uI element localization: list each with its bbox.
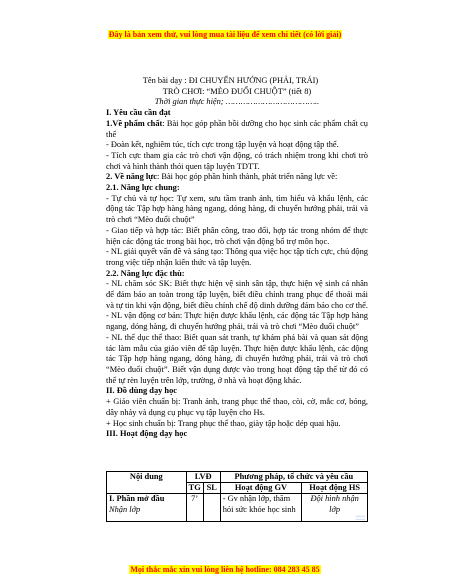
quality-item-2: - Tích cực tham gia các trò chơi vận động, có trách nhiệm trong khi chơi trò chơi và hình thành thói quen tập luyện TDTT.: [106, 150, 368, 171]
header-tg: TG: [186, 483, 203, 494]
header-lvd: LVĐ: [186, 472, 220, 483]
section-heading-activities: III. Hoạt động dạy học: [106, 429, 188, 439]
header-hs: Hoạt động HS: [302, 483, 368, 494]
preview-notice-banner: [0, 30, 450, 39]
section-heading-materials: II. Đồ dùng dạy học: [106, 386, 177, 396]
specific-competence-item-3: - NL thể dục thể thao: Biết quan sát tranh, tự khám phá bài và quan sát động tác làm mẫu của giáo viên để tập luyện. Thực hiện được khẩu lệnh, các động tác Tập hợp hàng ngang, dóng hàng, đi chuyển hướng phải, trái và trò chơi “Mèo đuổi chuột”. Biết vận dụng được vào trong hoạt động tập thể từ đó có thể tự rèn luyện trên lớp, trường, ở nhà và hoạt động khác.: [106, 332, 368, 385]
row-gv: - Gv nhận lớp, thăm hỏi sức khỏe học sinh: [220, 494, 302, 522]
hotline-banner: [0, 565, 450, 574]
activity-table: [106, 471, 368, 522]
table-row: [107, 494, 368, 522]
general-competence-item-2: - Giao tiếp và hợp tác: Biết phân công, trao đổi, hợp tác trong nhóm để thực hiện các động tác trong bài học, trò chơi vận động bổ trợ môn học.: [106, 225, 368, 246]
quality-paragraph: [106, 119, 368, 140]
quality-text: : Bài học góp phần bồi dưỡng cho học sinh các phẩm chất cụ thể: [106, 118, 368, 139]
hotline-text: Mọi thắc mắc xin vui lòng liên hệ hotline: 084 283 45 85: [130, 565, 320, 574]
header-gv: Hoạt động GV: [220, 483, 302, 494]
lesson-title: Tên bài dạy : ĐI CHUYỂN HƯỚNG (PHẢI, TRÁI): [142, 76, 319, 85]
competence-label: 2. Về năng lực: [106, 172, 157, 182]
game-title: TRÒ CHƠI: “MÈO ĐUỔI CHUỘT” (tiết 8): [162, 86, 312, 96]
header-sl: SL: [203, 483, 220, 494]
time-line: Thời gian thực hiện; ………………………………..: [154, 97, 320, 107]
row-hs-cell: [302, 494, 368, 522]
competence-text: : Bài học góp phần hình thành, phát triển năng lực về:: [156, 172, 338, 182]
teacher-materials: + Giáo viên chuẩn bị: Tranh ảnh, trang phục thể thao, còi, cờ, mắc cơ, bóng, dây nhảy và dụng cụ phục vụ tập luyện cho Hs.: [106, 397, 368, 417]
header-content: Nội dung: [107, 472, 187, 494]
specific-competence-item-2: - NL vận động cơ bản: Thực hiện được khẩu lệnh, các động tác Tập hợp hàng ngang, dóng hàng, đi chuyển hướng phải, trái và trò chơi “Mèo đuổi chuột”: [106, 311, 368, 332]
section-heading-requirements: I. Yêu cầu cần đạt: [106, 108, 171, 118]
student-materials: + Học sinh chuẩn bị: Trang phục thể thao, giày tập hoặc dép quai hậu.: [106, 418, 341, 428]
row-hs: Đội hình nhận lớp: [310, 494, 359, 514]
row-content-title: I. Phần mở đầu: [109, 494, 165, 504]
lesson-document: [106, 76, 368, 440]
general-competence-item-3: - NL giải quyết vấn đề và sáng tạo: Thông qua việc học tập tích cực, chủ động trong việc tiếp nhận kiến thức và tập luyện.: [106, 247, 368, 267]
preview-notice-text: Đây là bản xem thử, vui lòng mua tài liệu để xem chi tiết (có lời giải): [108, 30, 342, 39]
quality-item-1: - Đoàn kết, nghiêm túc, tích cực trong tập luyện và hoạt động tập thể.: [106, 140, 339, 150]
general-competence-item-1: - Tự chủ và tự học: Tự xem, sưu tầm tranh ảnh, tìm hiểu và khẩu lệnh, các động tác Tập hợp hàng hàng ngang, dóng hàng, đi chuyển hướng phải, trái và trò chơi “Mèo đuổi chuột”: [106, 193, 368, 225]
row-sl: [203, 494, 220, 522]
specific-competence-item-1: - NL chăm sóc SK: Biết thực hiện vệ sinh sân tập, thực hiện vệ sinh cá nhân để đảm bảo an toàn trong tập luyện, biết điều chỉnh trang phục để thoải mái và tự tin khi vận động, biết điều chỉnh chế độ dinh dưỡng đảm bảo cho cơ thể.: [106, 279, 368, 310]
quality-label: 1.Về phẩm chất: [106, 118, 163, 128]
row-content-cell: [107, 494, 187, 522]
general-competence-heading: 2.1. Năng lực chung:: [106, 183, 180, 193]
competence-paragraph: [106, 172, 368, 183]
row-content-sub: Nhận lớp: [109, 504, 141, 514]
table-header-row: [107, 472, 368, 483]
row-tg: 7’: [186, 494, 203, 522]
header-method: Phương pháp, tổ chức và yêu cầu: [220, 472, 367, 483]
specific-competence-heading: 2.2. Năng lực đặc thù:: [106, 268, 185, 278]
formation-stamp-graphic: ▫▫▫▫▫▫▫▫▫ ▫▫▫▫▫▫▫▫▫: [355, 513, 365, 522]
